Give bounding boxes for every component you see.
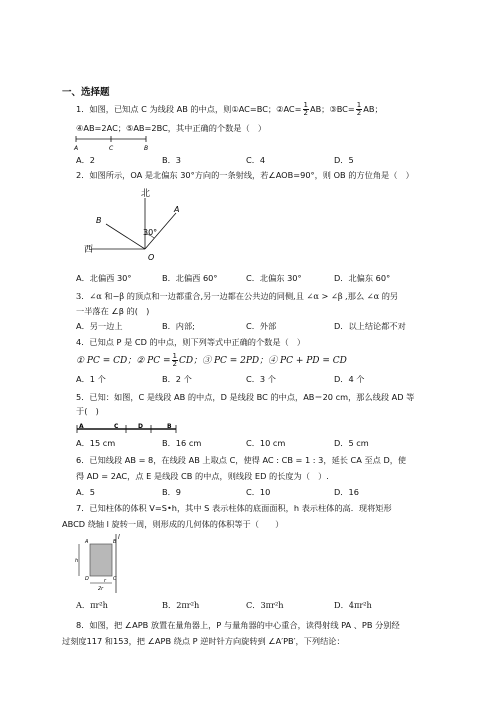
q1-option-a[interactable]: A．2 [76,155,95,165]
q5-option-d[interactable]: D．5 cm [334,438,369,448]
q7-rectangle-figure [74,530,134,596]
q4-eq-b: CD；③ PC = 2PD；④ PC + PD = CD [178,356,347,366]
q2-option-b[interactable]: B．北偏西 60° [162,273,218,283]
q8-line1: 8．如图，把 ∠APB 放置在量角器上，P 与量角器的中心重合，读得射线 PA 、PB 分别经 [76,620,400,630]
q5-option-a[interactable]: A．15 cm [76,438,116,448]
q6-option-b[interactable]: B．9 [162,487,182,497]
q4-option-a[interactable]: A．1 个 [76,374,106,384]
q4-eq-a: ① PC = CD；② PC = [76,356,171,366]
q6-option-d[interactable]: D．16 [334,487,359,497]
q3-option-d[interactable]: D．以上结论都不对 [334,321,406,331]
q5-line2: 于( ) [76,406,99,416]
q7-point-a: A [85,539,89,545]
q2-option-a[interactable]: A．北偏西 30° [76,273,132,283]
q1-label-a: A [74,145,79,152]
q2-point-b: B [96,216,102,225]
q5-segment-figure [74,421,184,437]
q2-line: 2．如图所示，OA 是北偏东 30°方向的一条射线，若∠AOB=90°，则 OB 的方位角是（ ） [76,170,414,180]
q7-point-c: C [113,576,117,582]
q3-option-b[interactable]: B．内部; [162,321,195,331]
q7-option-b[interactable]: B．2πr²h [162,600,200,610]
q1-line2: ④AB=2AC；⑤AB=2BC，其中正确的个数是（ ） [76,123,267,133]
q5-label-b: B [167,423,172,430]
q4-line: 4．已知点 P 是 CD 的中点，则下列等式中正确的个数是（ ） [76,337,306,347]
q7-option-d[interactable]: D．4πr²h [334,600,372,610]
q7-point-b: B [113,539,117,545]
q5-label-c: C [114,423,119,430]
q4-equations [76,353,347,368]
q7-option-c[interactable]: C．3πr²h [246,600,284,610]
q5-option-b[interactable]: B．16 cm [162,438,202,448]
q2-option-d[interactable]: D．北偏东 60° [334,273,391,283]
q2-option-c[interactable]: C．北偏东 30° [246,273,302,283]
q8-line2: 过刻度117 和153，把 ∠APB 绕点 P 逆时针方向旋转到 ∠A′PB′，下列结论： [62,636,345,646]
q6-option-a[interactable]: A．5 [76,487,95,497]
q2-point-o: O [148,253,155,262]
q5-label-a: A [79,423,84,430]
q1-fraction-2: $\frac{1}{2}$ [356,101,362,117]
q1-line1 [76,102,383,117]
q2-point-a: A [174,205,180,214]
q7-height-h: h [75,558,79,564]
q4-fraction: $\frac{1}{2}$ [172,352,177,368]
q7-axis-l: l [118,534,120,541]
q4-option-c[interactable]: C．3 个 [246,374,276,384]
q5-option-c[interactable]: C．10 cm [246,438,286,448]
q2-west-label: 西 [84,245,94,255]
q5-line1: 5．已知：如图，C 是线段 AB 的中点，D 是线段 BC 的中点，AB＝20 cm，那么线段 AD 等 [76,392,415,402]
q3-option-a[interactable]: A．另一边上 [76,321,123,331]
q7-option-a[interactable]: A．πr²h [76,600,108,610]
q7-radius-r: r [104,578,107,584]
q5-label-d: D [138,423,143,430]
q3-line1: 3．∠α 和−β 的顶点和一边都重合,另一边都在公共边的同侧,且 ∠α > ∠β ,那么 ∠α 的另 [76,291,399,301]
q1-option-b[interactable]: B．3 [162,155,182,165]
q7-line2: ABCD 绕轴 l 旋转一周，则形成的几何体的体积等于（ ） [62,519,284,529]
q1-option-d[interactable]: D．5 [334,155,354,165]
q6-line1: 6．已知线段 AB = 8，在线段 AB 上取点 C，使得 AC : CB = 1 : 3，延长 CA 至点 D，使 [76,455,407,465]
q6-line2: 得 AD = 2AC，点 E 是线段 CB 的中点，则线段 ED 的长度为（ ）. [76,471,329,481]
q7-line1: 7．已知柱体的体积 V=S•h，其中 S 表示柱体的底面面积，h 表示柱体的高．现将矩形 [76,503,392,513]
q3-option-c[interactable]: C．外部 [246,321,277,331]
q2-north-label: 北 [141,189,151,199]
q1-option-c[interactable]: C．4 [246,155,266,165]
q1-label-b: B [144,145,149,152]
q2-direction-figure [84,186,194,266]
q4-option-d[interactable]: D．4 个 [334,374,365,384]
q6-option-c[interactable]: C．10 [246,487,271,497]
q7-point-d: D [85,576,89,582]
section-title: 一、选择题 [62,87,110,98]
q1-segment-figure [72,133,152,153]
q3-line2: 一半落在 ∠β 的( ) [76,306,150,316]
q1-text-a: 1．如图，已知点 C 为线段 AB 的中点，则①AC=BC；②AC= [76,104,302,114]
q1-label-c: C [109,145,114,152]
q7-width-2r: 2r [98,586,104,592]
q2-angle-label: 30° [143,228,158,237]
q4-option-b[interactable]: B．2 个 [162,374,192,384]
q1-fraction-1: $\frac{1}{2}$ [303,101,308,117]
q1-text-b: AB；③BC= [309,104,355,114]
q1-text-c: AB； [363,104,383,114]
